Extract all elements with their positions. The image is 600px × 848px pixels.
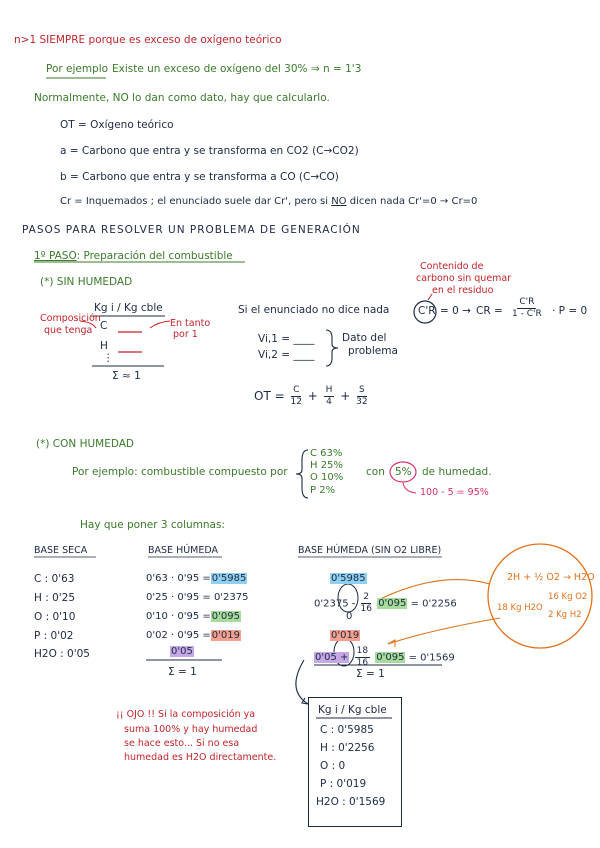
data-note-2: problema [348, 345, 398, 357]
ot-s-num: S [359, 385, 365, 395]
comp-c: C 63% [310, 448, 343, 459]
wet-c [146, 573, 247, 585]
dry-p: P : 0'02 [34, 630, 74, 642]
cr-definition [60, 196, 477, 208]
ot-c-den: 12 [290, 396, 302, 407]
free-sum: Σ = 1 [356, 668, 385, 680]
cr-formula-fraction [510, 297, 544, 320]
free-w-pre: 0'05 + [315, 652, 349, 664]
plus-2: + [340, 388, 351, 403]
normal-line: Normalmente, NO lo dan como dato, hay que calcularlo. [34, 92, 330, 104]
dry-table-header: Kg i / Kg cble [94, 302, 163, 314]
reaction-equation: 2H + ½ O2 → H2O [507, 572, 595, 583]
residue-note-1: Contenido de [420, 261, 484, 272]
warning-line-1: ¡¡ OJO !! Si la composición ya [116, 709, 256, 720]
cr-equals-zero: = 0 → [440, 305, 471, 317]
example-label: Por ejemplo [46, 63, 109, 75]
wet-h2o [170, 646, 194, 658]
free-p-value: 0'019 [331, 630, 360, 641]
residue-note-3: en el residuo [432, 285, 494, 296]
wet-o-result: 0'095 [211, 611, 240, 622]
step1-heading [34, 250, 233, 263]
step1-label: 1º PASO [34, 250, 77, 262]
ot-definition: OT = Oxígeno teórico [60, 119, 174, 131]
col-wet-header: BASE HÚMEDA [148, 545, 219, 556]
result-p: P : 0'019 [320, 778, 367, 790]
free-h-den: 16 [360, 603, 372, 614]
result-header: Kg i / Kg cble [318, 704, 387, 716]
cr-num: C'R [519, 297, 535, 307]
warning-line-3: se hace esto... Si no esa [124, 738, 240, 749]
per-unit-note-1: En tanto [170, 318, 211, 329]
ot-h-num: H [325, 385, 333, 395]
columns-text: Hay que poner 3 columnas: [80, 519, 225, 531]
step1-text: : Preparación del combustible [76, 250, 233, 262]
warning-line-4: humedad es H2O directamente. [124, 752, 277, 763]
free-o: 0 [346, 611, 353, 622]
reaction-o2-mass: 16 Kg O2 [548, 592, 588, 602]
comp-h: H 25% [310, 460, 343, 471]
comp-p: P 2% [310, 485, 336, 496]
plus-1: + [307, 388, 318, 403]
wet-sum: Σ = 1 [168, 666, 197, 678]
wet-o [146, 611, 241, 623]
cr-def-no: NO [331, 196, 347, 207]
result-h2o: H2O : 0'1569 [316, 796, 386, 808]
ot-h-den: 4 [326, 396, 332, 407]
data-note-1: Dato del [342, 332, 387, 344]
vi1-field: Vi,1 = ____ [258, 333, 315, 345]
a-definition: a = Carbono que entra y se transforma en CO2 (C→CO2) [60, 145, 359, 157]
free-h-hl: 0'095 [378, 598, 407, 610]
moisture-calc: 100 - 5 = 95% [420, 487, 489, 498]
free-h [314, 592, 457, 615]
free-h2o [314, 646, 455, 669]
free-w-hl: 0'095 [376, 652, 405, 664]
composition-note-2: que tenga [44, 325, 93, 336]
cr-def-part2: dicen nada Cr'=0 → Cr=0 [349, 196, 478, 207]
wet-o-calc: 0'10 · 0'95 = [146, 611, 211, 622]
free-w-num: 18 [356, 646, 369, 656]
ot-formula [254, 385, 370, 408]
per-unit-note-2: por 1 [173, 329, 198, 340]
dry-h: H : 0'25 [34, 592, 76, 604]
b-definition: b = Carbono que entra y se transforma a CO (C→CO) [60, 171, 339, 183]
result-h: H : 0'2256 [320, 742, 375, 754]
free-h-pre: 0'2375 - [314, 598, 356, 610]
dry-o: O : 0'10 [34, 611, 76, 623]
residue-note-2: carbono sin quemar [416, 273, 512, 284]
wet-p-calc: 0'02 · 0'95 = [146, 630, 211, 641]
comp-o: O 10% [310, 472, 344, 483]
result-o: O : 0 [320, 760, 346, 772]
wet-label: (*) CON HUMEDAD [36, 438, 135, 450]
free-w-den: 16 [356, 657, 369, 668]
free-c [330, 573, 367, 585]
section-title: PASOS PARA RESOLVER UN PROBLEMA DE GENERACIÓN [22, 224, 361, 236]
cr-formula-tail: · P = 0 [552, 305, 588, 317]
n-condition: n>1 SIEMPRE porque es exceso de oxígeno teórico [14, 34, 282, 46]
dry-row-dots: ⋮ [103, 352, 114, 364]
col-free-header: BASE HÚMEDA (SIN O2 LIBRE) [298, 545, 442, 556]
moisture-value: 5% [395, 466, 412, 478]
wet-example: Por ejemplo: combustible compuesto por [72, 466, 288, 478]
free-c-value: 0'5985 [331, 573, 366, 584]
reaction-h2-mass: 2 Kg H2 [548, 610, 582, 620]
free-w-result: = 0'1569 [408, 652, 455, 664]
dry-label: (*) SIN HUMEDAD [40, 276, 133, 288]
result-c: C : 0'5985 [320, 724, 374, 736]
wet-c-calc: 0'63 · 0'95 = [146, 573, 211, 584]
wet-p-result: 0'019 [211, 630, 240, 641]
dry-h2o: H2O : 0'05 [34, 648, 90, 660]
reaction-h2o-mass: 18 Kg H2O [497, 603, 543, 613]
vi2-field: Vi,2 = ____ [258, 349, 315, 361]
ot-s-den: 32 [356, 396, 368, 407]
if-no-data-text: Si el enunciado no dice nada [238, 304, 390, 316]
wet-with: con [366, 466, 385, 478]
wet-h: 0'25 · 0'95 = 0'2375 [146, 592, 249, 603]
wet-p [146, 630, 241, 642]
cr-def-part1: Cr = Inquemados ; el enunciado suele dar Cr', pero si [60, 196, 329, 207]
dry-row-c: C [100, 320, 108, 332]
cr-prime-circled: C'R [418, 305, 436, 317]
ot-left: OT = [254, 388, 285, 403]
dry-c: C : 0'63 [34, 573, 75, 585]
free-h-result: = 0'2256 [410, 598, 457, 610]
warning-line-2: suma 100% y hay humedad [124, 724, 258, 735]
moisture-tail: de humedad. [422, 466, 492, 478]
cr-formula-left: CR = [476, 305, 503, 317]
wet-c-result: 0'5985 [211, 573, 247, 584]
ot-c-num: C [293, 385, 300, 395]
col-dry-header: BASE SECA [34, 545, 88, 556]
wet-h2o-value: 0'05 [171, 646, 193, 657]
dry-sum: Σ ≈ 1 [112, 370, 141, 382]
cr-den: 1 - C'R [512, 308, 542, 319]
example-text: Existe un exceso de oxígeno del 30% ⇒ n = 1'3 [112, 63, 362, 75]
free-h-num: 2 [363, 592, 370, 602]
dry-row-h: H [100, 340, 108, 352]
composition-note-1: Composición [40, 313, 101, 324]
free-p [330, 630, 360, 642]
